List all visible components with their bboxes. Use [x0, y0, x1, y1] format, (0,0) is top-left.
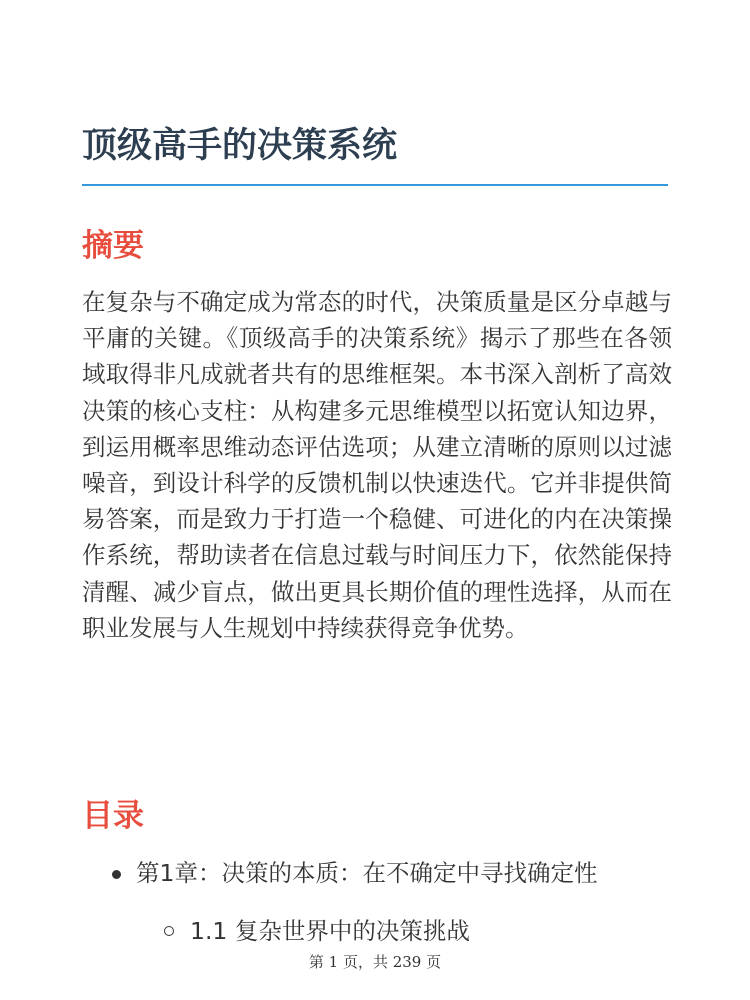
toc-item-section-1-1 — [82, 913, 597, 949]
toc-subitem-label: 1.1 复杂世界中的决策挑战 — [190, 917, 470, 945]
abstract-paragraph: 在复杂与不确定成为常态的时代，决策质量是区分卓越与平庸的关键。《顶级高手的决策系统》揭示了那些在各领域取得非凡成就者共有的思维框架。本书深入剖析了高效决策的核心支柱：从构建多元思维模型以拓宽认知边界，到运用概率思维动态评估选项；从建立清晰的原则以过滤噪音，到设计科学的反馈机制以快速迭代。它并非提供简易答案，而是致力于打造一个稳健、可进化的内在决策操作系统，帮助读者在信息过载与时间压力下，依然能保持清醒、减少盲点，做出更具长期价值的理性选择，从而在职业发展与人生规划中持续获得竞争优势。 — [82, 288, 672, 642]
summary-heading: 摘要 — [82, 228, 144, 264]
title-divider — [82, 184, 668, 186]
bullet-circle-icon — [164, 926, 174, 936]
toc-heading: 目录 — [82, 798, 144, 834]
toc-list — [82, 855, 597, 949]
toc-item-label: 第1章：决策的本质：在不确定中寻找确定性 — [136, 859, 598, 887]
toc-item-chapter-1 — [82, 855, 597, 891]
bullet-disc-icon — [112, 870, 121, 879]
page-indicator: 第 1 页，共 239 页 — [308, 953, 442, 971]
document-title: 顶级高手的决策系统 — [82, 126, 398, 166]
